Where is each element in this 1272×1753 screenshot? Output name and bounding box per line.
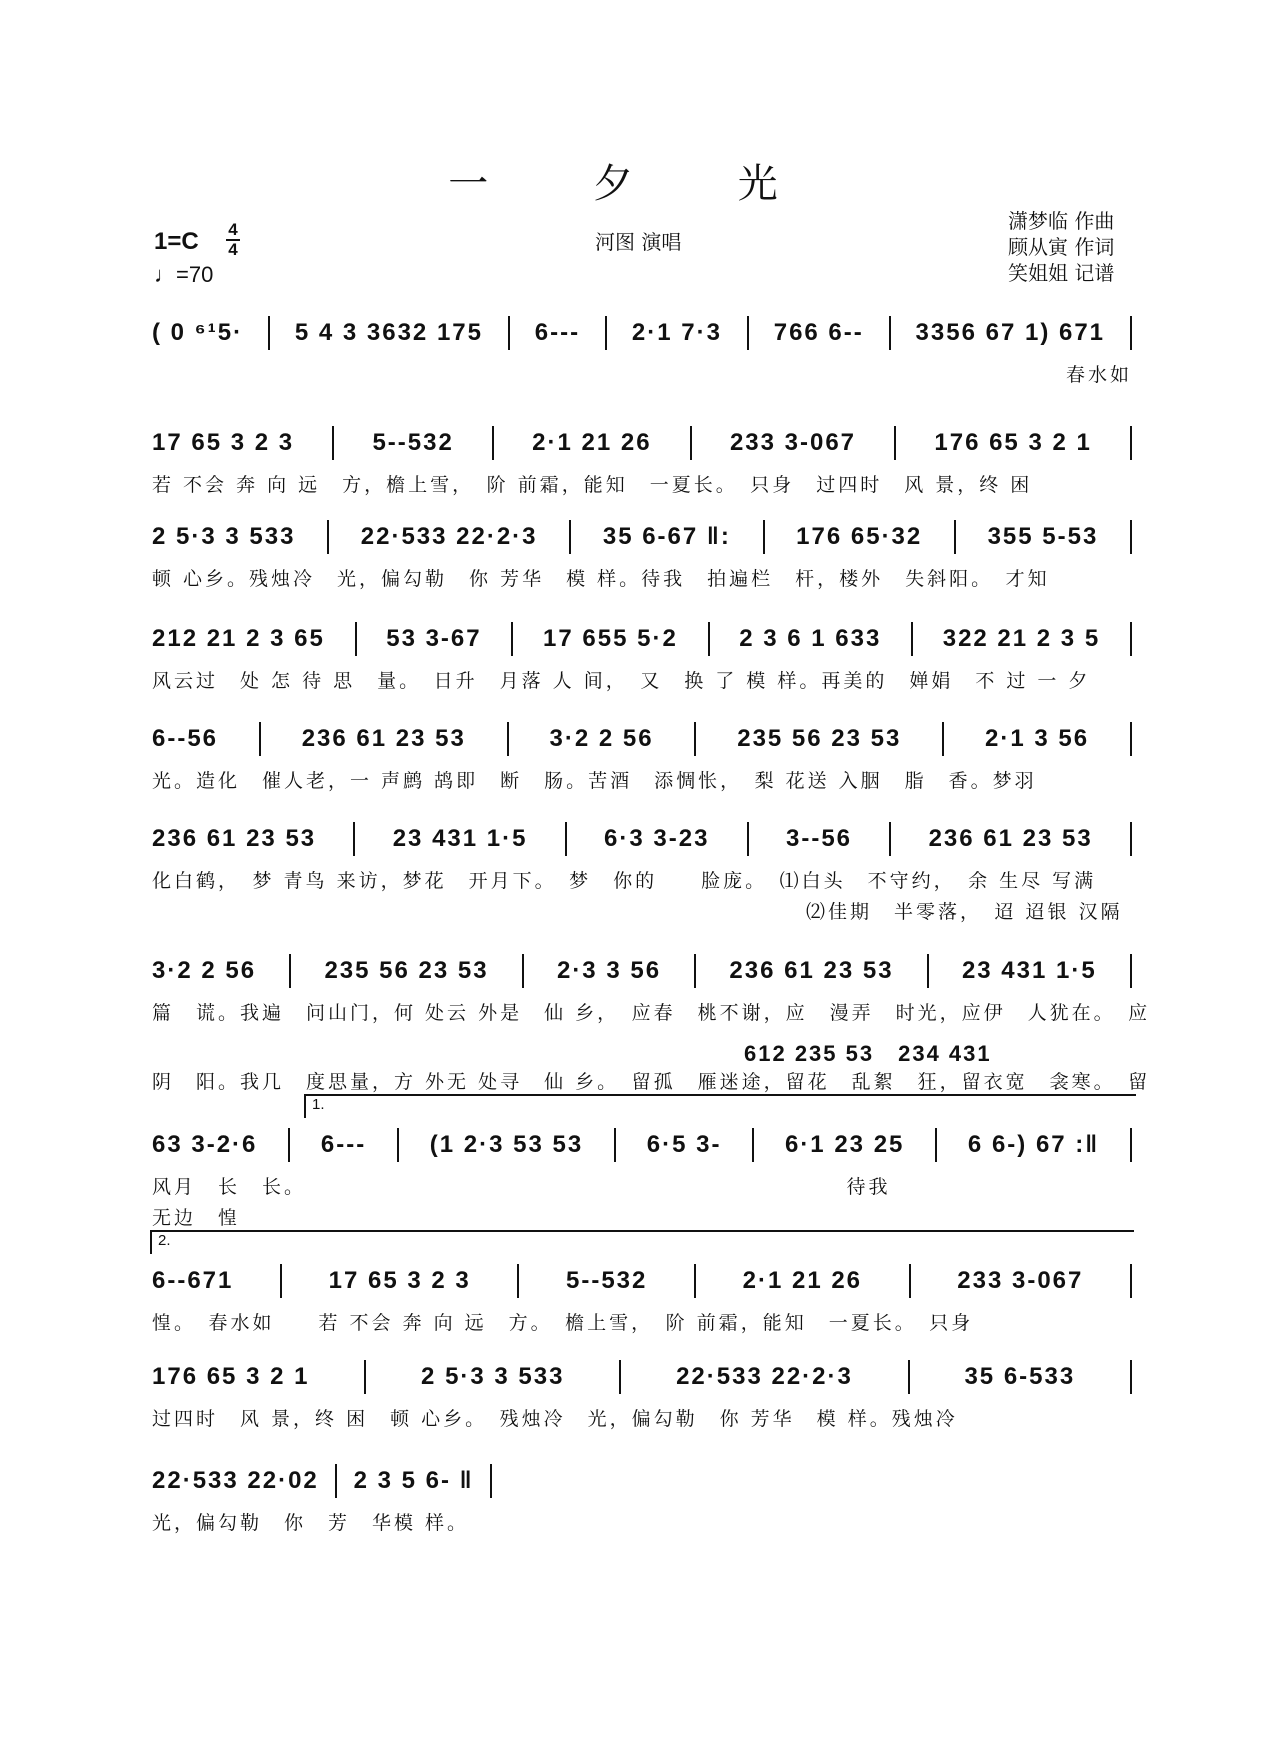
music-system [152, 954, 1151, 1094]
lyrics-line: 风月 长 长。 待我 [152, 1176, 891, 1198]
barline [289, 954, 291, 988]
measure: 2·1 21 26 [532, 429, 652, 456]
barline [327, 520, 329, 554]
lyrics-line: 惶。 春水如 若 不会 奔 向 远 方。 檐上雪， 阶 前霜，能知 一夏长。 只身 [152, 1312, 974, 1334]
measure: 17 65 3 2 3 [328, 1267, 471, 1294]
barline [397, 1128, 399, 1162]
barline [1130, 316, 1132, 350]
barline [268, 316, 270, 350]
tempo-marking: ♩=70 [154, 262, 214, 287]
barline [1130, 622, 1132, 656]
key-signature: 1=C [154, 228, 199, 255]
song-title: 一 夕 光 [448, 161, 824, 207]
lyrics-line: 光，偏勾勒 你 芳 华模 样。 [152, 1512, 470, 1534]
measure: 6 6-) 67 :‖ [967, 1131, 1100, 1158]
measure: 22·533 22·2·3 [676, 1363, 853, 1390]
measure: 35 6-533 [964, 1363, 1076, 1390]
measure: 236 61 23 53 [152, 825, 317, 852]
barline [690, 426, 692, 460]
barline [927, 954, 929, 988]
barline [889, 822, 891, 856]
barline [355, 622, 357, 656]
measure: 5--532 [565, 1267, 648, 1294]
lyrics-line-verse-2: 阴 阳。我几 度思量，方 外无 处寻 仙 乡。 留孤 雁迷途，留花 乱絮 狂，留衣宽 衾寒。 留 [152, 1071, 1151, 1093]
barline [1130, 822, 1132, 856]
lyrics-line-verse-2: 无边 惶 [152, 1207, 241, 1229]
measure: 3--56 [785, 825, 853, 852]
lyrics-line: 风云过 处 怎 待 思 量。 日升 月落 人 间， 又 换 了 模 样。再美的 婵娟 不 过 一 夕 [152, 670, 1091, 692]
barline [605, 316, 607, 350]
notes-row [152, 1128, 1132, 1162]
barline [747, 316, 749, 350]
barline [909, 1264, 911, 1298]
barline [911, 622, 913, 656]
barline [492, 426, 494, 460]
barline [889, 316, 891, 350]
volta-bracket: 2. [150, 1230, 1134, 1254]
barline [1130, 1360, 1132, 1394]
measure: 235 56 23 53 [737, 725, 902, 752]
barline [1130, 520, 1132, 554]
barline [335, 1464, 337, 1498]
music-system [152, 1096, 1132, 1230]
measure: 176 65 3 2 1 [934, 429, 1092, 456]
lyrics-line: 化白鹤， 梦 青鸟 来访，梦花 开月下。 梦 你的 脸庞。 ⑴白头 不守约， 余 生尽 写满 [152, 870, 1097, 892]
notes-row [152, 1264, 1132, 1298]
notes-row [152, 722, 1132, 756]
barline [517, 1264, 519, 1298]
barline [1130, 954, 1132, 988]
barline [507, 722, 509, 756]
barline [569, 520, 571, 554]
barline [747, 822, 749, 856]
barline [763, 520, 765, 554]
time-bottom: 4 [228, 240, 238, 259]
transcriber-credit: 笑姐姐 记谱 [1008, 261, 1115, 285]
music-system [152, 1232, 1132, 1335]
barline [752, 1128, 754, 1162]
barline [280, 1264, 282, 1298]
measure: 6·1 23 25 [784, 1131, 905, 1158]
notes-row [152, 520, 1132, 554]
measure: 236 61 23 53 [729, 957, 894, 984]
measure: 2 3 5 6- ‖ [353, 1467, 474, 1494]
measure: 2 5·3 3 533 [421, 1363, 565, 1390]
barline [1130, 1264, 1132, 1298]
measure: 22·533 22·2·3 [360, 523, 538, 550]
music-system [152, 1360, 1132, 1431]
measure: 6--671 [152, 1267, 234, 1294]
music-system [152, 426, 1132, 497]
measure: 176 65 3 2 1 [152, 1363, 310, 1390]
notes-row [152, 622, 1132, 656]
measure: 176 65·32 [796, 523, 923, 550]
barline [694, 954, 696, 988]
notes-row [152, 822, 1132, 856]
measure: 2 3 6 1 633 [739, 625, 882, 652]
notes-row [152, 954, 1132, 988]
measure: 6--- [320, 1131, 367, 1158]
measure: 2·3 3 56 [556, 957, 662, 984]
barline [694, 1264, 696, 1298]
measure: 355 5-53 [987, 523, 1099, 550]
barline [619, 1360, 621, 1394]
time-top: 4 [228, 220, 238, 239]
measure: 17 655 5·2 [543, 625, 678, 652]
volta-bracket: 1. [304, 1094, 1136, 1118]
notes-row [152, 1360, 1132, 1394]
barline [954, 520, 956, 554]
lyrics-line: 若 不会 奔 向 远 方，檐上雪， 阶 前霜，能知 一夏长。 只身 过四时 风 景，终 困 [152, 474, 1033, 496]
measure: 23 431 1·5 [392, 825, 528, 852]
alt-melody-line: 612 235 53 234 431 [744, 1041, 992, 1066]
music-system [152, 622, 1132, 693]
measure: 3·2 2 56 [152, 957, 257, 984]
measure: 766 6-- [773, 319, 864, 346]
barline [332, 426, 334, 460]
measure: 35 6-67 ‖: [602, 523, 731, 550]
barline [259, 722, 261, 756]
composer-credit: 潇梦临 作曲 [1008, 209, 1115, 233]
barline [908, 1360, 910, 1394]
measure: 212 21 2 3 65 [152, 625, 325, 652]
measure: 6·5 3- [646, 1131, 722, 1158]
measure: 2 5·3 3 533 [152, 523, 296, 550]
measure: 6--56 [152, 725, 219, 752]
barline [708, 622, 710, 656]
measure: 6--- [534, 319, 581, 346]
lyrics-line: 篇 谎。我遍 问山门，何 处云 外是 仙 乡， 应春 桃不谢，应 漫弄 时光，应伊 人犹在。 应 [152, 1002, 1151, 1024]
music-system [152, 722, 1132, 793]
barline [614, 1128, 616, 1162]
barline [694, 722, 696, 756]
measure: 23 431 1·5 [961, 957, 1097, 984]
barline [511, 622, 513, 656]
measure: 17 65 3 2 3 [152, 429, 295, 456]
lyrics-line: 顿 心乡。残烛冷 光，偏勾勒 你 芳华 模 样。待我 拍遍栏 杆，楼外 失斜阳。 才知 [152, 568, 1050, 590]
barline [364, 1360, 366, 1394]
barline [353, 822, 355, 856]
measure: 233 3-067 [729, 429, 857, 456]
measure: 236 61 23 53 [301, 725, 466, 752]
music-system [152, 316, 1132, 387]
credits-block [1008, 208, 1114, 286]
measure: 5--532 [372, 429, 454, 456]
barline [1130, 426, 1132, 460]
barline [942, 722, 944, 756]
notes-row [152, 426, 1132, 460]
lyrics-line: 光。造化 催人老，一 声鹧 鸪即 断 肠。苦酒 添惆怅， 梨 花送 入胭 脂 香。梦羽 [152, 770, 1037, 792]
music-system [152, 822, 1132, 924]
barline [508, 316, 510, 350]
measure: 2·1 3 56 [985, 725, 1090, 752]
barline [894, 426, 896, 460]
measure: 22·533 22·02 [152, 1467, 319, 1494]
measure: (1 2·3 53 53 [429, 1131, 584, 1158]
measure: 3356 67 1) 671 [915, 319, 1106, 346]
lyrics-line: 过四时 风 景，终 困 顿 心乡。 残烛冷 光，偏勾勒 你 芳华 模 样。残烛冷 [152, 1408, 958, 1430]
measure: 63 3-2·6 [152, 1131, 258, 1158]
music-system [152, 520, 1132, 591]
measure: 6·3 3-23 [604, 825, 710, 852]
measure: 2·1 7·3 [631, 319, 722, 346]
measure: ( 0 ⁶¹5· [152, 319, 244, 346]
barline [288, 1128, 290, 1162]
lyrics-line-verse-2: ⑵佳期 半零落， 迢 迢银 汉隔 [806, 901, 1123, 923]
measure: 3·2 2 56 [549, 725, 654, 752]
measure: 2·1 21 26 [742, 1267, 863, 1294]
singer-credit: 河图 演唱 [595, 230, 682, 254]
barline [490, 1464, 492, 1498]
notes-row [152, 316, 1132, 350]
measure: 233 3-067 [957, 1267, 1084, 1294]
barline [1130, 722, 1132, 756]
lyricist-credit: 顾从寅 作词 [1008, 235, 1115, 259]
barline [1130, 1128, 1132, 1162]
time-signature [226, 222, 240, 258]
notes-row [152, 1464, 492, 1498]
music-system [152, 1464, 492, 1535]
lyrics-line: 春水如 [1065, 364, 1132, 386]
measure: 322 21 2 3 5 [942, 625, 1101, 652]
barline [522, 954, 524, 988]
barline [565, 822, 567, 856]
measure: 236 61 23 53 [928, 825, 1093, 852]
measure: 53 3-67 [386, 625, 482, 652]
barline [935, 1128, 937, 1162]
measure: 5 4 3 3632 175 [294, 319, 483, 346]
measure: 235 56 23 53 [324, 957, 489, 984]
